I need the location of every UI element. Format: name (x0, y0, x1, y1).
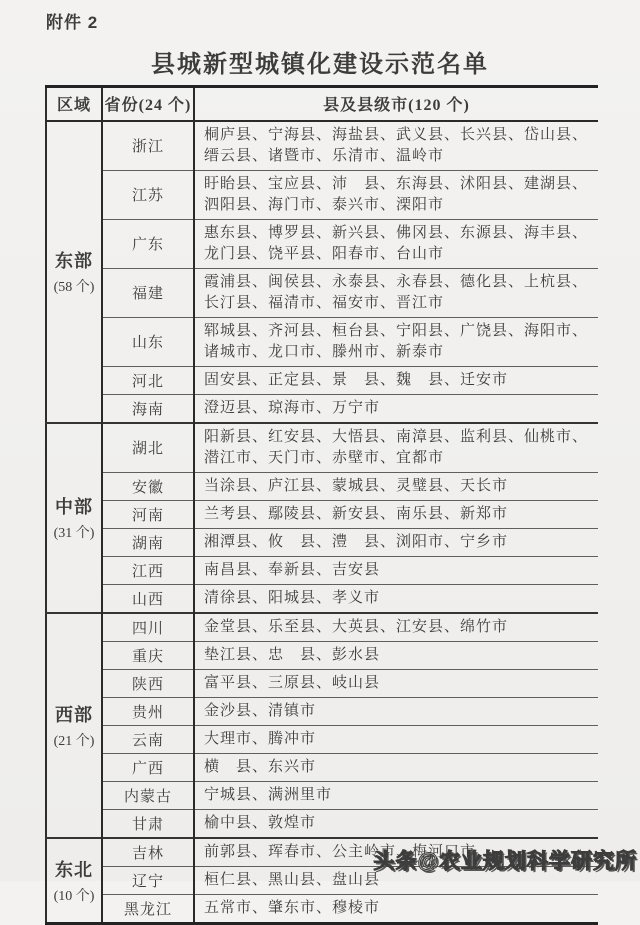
province-cell: 浙江 (102, 121, 194, 171)
province-cell: 辽宁 (102, 866, 194, 894)
page-title: 县城新型城镇化建设示范名单 (151, 52, 489, 78)
table-row (46, 725, 598, 753)
header-province: 省份(24 个) (102, 87, 194, 121)
province-cell: 安徽 (102, 472, 194, 500)
region-cell (46, 121, 102, 423)
table-row (46, 613, 598, 642)
province-cell: 湖南 (102, 528, 194, 556)
province-cell: 山西 (102, 584, 194, 613)
province-cell: 陕西 (102, 669, 194, 697)
region-cell (46, 613, 102, 838)
watermark: 头条@农业规划科学研究所 (373, 850, 637, 873)
counties-cell: 郓城县、齐河县、桓台县、宁阳县、广饶县、海阳市、诸城市、龙口市、滕州市、新泰市 (194, 317, 598, 366)
counties-cell: 五常市、肇东市、穆棱市 (194, 894, 598, 923)
table-row (46, 584, 598, 613)
counties-cell: 大理市、腾冲市 (194, 725, 598, 753)
region-name: 中部 (55, 497, 93, 517)
region-count: (10 个) (53, 888, 95, 904)
province-cell: 广东 (102, 219, 194, 268)
province-cell: 重庆 (102, 641, 194, 669)
table-row (46, 317, 598, 366)
counties-cell: 桓仁县、黑山县、盘山县 (194, 866, 598, 894)
table-row (46, 528, 598, 556)
counties-cell: 兰考县、鄢陵县、新安县、南乐县、新郑市 (194, 500, 598, 528)
table-row (46, 669, 598, 697)
counties-cell: 湘潭县、攸 县、澧 县、浏阳市、宁乡市 (194, 528, 598, 556)
counties-cell: 盱眙县、宝应县、沛 县、东海县、沭阳县、建湖县、泗阳县、海门市、泰兴市、溧阳市 (194, 170, 598, 219)
attachment-label: 附件 2 (46, 13, 99, 32)
province-cell: 海南 (102, 394, 194, 423)
province-cell: 河北 (102, 366, 194, 394)
table-row (46, 170, 598, 219)
table-row (46, 809, 598, 838)
counties-cell: 清徐县、阳城县、孝义市 (194, 584, 598, 613)
table-row (46, 219, 598, 268)
counties-cell: 固安县、正定县、景 县、魏 县、迁安市 (194, 366, 598, 394)
table-header-row (46, 87, 598, 121)
province-cell: 黑龙江 (102, 894, 194, 923)
province-cell: 山东 (102, 317, 194, 366)
province-cell: 内蒙古 (102, 781, 194, 809)
province-cell: 河南 (102, 500, 194, 528)
counties-cell: 富平县、三原县、岐山县 (194, 669, 598, 697)
province-cell: 贵州 (102, 697, 194, 725)
table-row (46, 423, 598, 473)
province-cell: 福建 (102, 268, 194, 317)
region-name: 东部 (55, 251, 93, 271)
region-cell (46, 838, 102, 924)
demonstration-list-table (45, 85, 598, 925)
counties-cell: 阳新县、红安县、大悟县、南漳县、监利县、仙桃市、潜江市、天门市、赤壁市、宜都市 (194, 423, 598, 473)
counties-cell: 南昌县、奉新县、吉安县 (194, 556, 598, 584)
province-cell: 吉林 (102, 838, 194, 867)
region-name: 东北 (55, 859, 93, 880)
region-count: (31 个) (53, 526, 95, 541)
region-cell (46, 423, 102, 613)
counties-cell: 垫江县、忠 县、彭水县 (194, 641, 598, 669)
region-count: (58 个) (53, 280, 95, 295)
province-cell: 甘肃 (102, 809, 194, 838)
table-row (46, 500, 598, 528)
counties-cell: 金堂县、乐至县、大英县、江安县、绵竹市 (194, 613, 598, 642)
province-cell: 四川 (102, 613, 194, 642)
region-name: 西部 (55, 704, 93, 725)
counties-cell: 澄迈县、琼海市、万宁市 (194, 394, 598, 423)
counties-cell: 霞浦县、闽侯县、永泰县、永春县、德化县、上杭县、长汀县、福清市、福安市、晋江市 (194, 268, 598, 317)
counties-cell: 金沙县、清镇市 (194, 697, 598, 725)
province-cell: 云南 (102, 725, 194, 753)
table-row (46, 753, 598, 781)
counties-cell: 榆中县、敦煌市 (194, 809, 598, 838)
counties-cell: 前郭县、珲春市、公主岭市、梅河口市 (194, 838, 598, 867)
province-cell: 湖北 (102, 423, 194, 473)
province-cell: 江苏 (102, 170, 194, 219)
header-region: 区域 (46, 87, 102, 121)
table-row (46, 556, 598, 584)
table-row (46, 472, 598, 500)
table-row (46, 268, 598, 317)
table-row (46, 394, 598, 423)
table-row (46, 894, 598, 923)
table-row (46, 121, 598, 171)
table-row (46, 697, 598, 725)
header-counties: 县及县级市(120 个) (194, 87, 598, 121)
counties-cell: 宁城县、满洲里市 (194, 781, 598, 809)
table-row (46, 781, 598, 809)
table-row (46, 641, 598, 669)
counties-cell: 横 县、东兴市 (194, 753, 598, 781)
province-cell: 广西 (102, 753, 194, 781)
counties-cell: 当涂县、庐江县、蒙城县、灵璧县、天长市 (194, 472, 598, 500)
province-cell: 江西 (102, 556, 194, 584)
region-count: (21 个) (53, 733, 95, 749)
table-row (46, 366, 598, 394)
counties-cell: 桐庐县、宁海县、海盐县、武义县、长兴县、岱山县、缙云县、诸暨市、乐清市、温岭市 (204, 126, 589, 164)
counties-cell: 惠东县、博罗县、新兴县、佛冈县、东源县、海丰县、龙门县、饶平县、阳春市、台山市 (194, 219, 598, 268)
